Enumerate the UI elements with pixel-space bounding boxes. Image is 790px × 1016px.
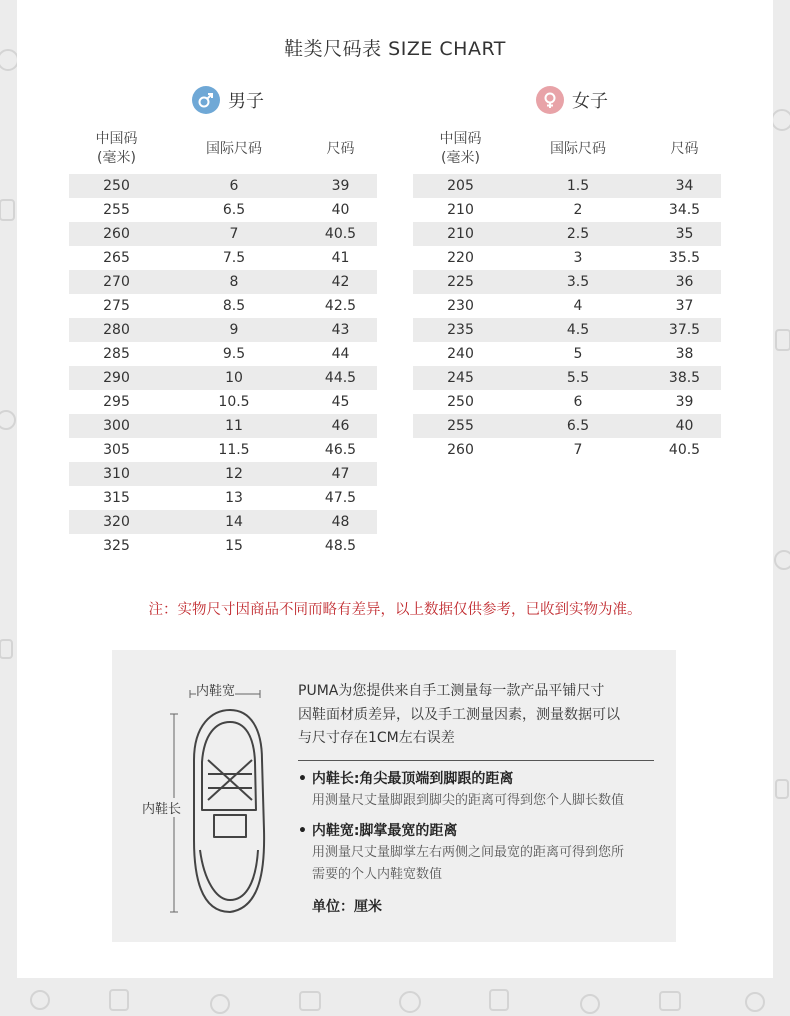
table-cell: 41 bbox=[331, 250, 350, 266]
table-cell: 40.5 bbox=[324, 226, 357, 242]
table-cell: 12 bbox=[225, 466, 243, 482]
table-cell: 310 bbox=[103, 466, 130, 482]
table-cell: 5 bbox=[573, 346, 583, 362]
table-cell: 37 bbox=[675, 298, 694, 314]
table-row bbox=[413, 222, 721, 246]
men-size-table bbox=[69, 124, 377, 558]
table-cell: 235 bbox=[447, 322, 474, 338]
table-cell: 280 bbox=[103, 322, 130, 338]
table-row bbox=[69, 294, 377, 318]
table-row bbox=[69, 270, 377, 294]
table-cell: 39 bbox=[331, 178, 350, 194]
inner-width-explanation: • 内鞋宽:脚掌最宽的距离 用测量尺丈量脚掌左右两侧之间最宽的距离可得到您所 需要的个人内鞋宽数值 bbox=[298, 823, 625, 882]
table-row bbox=[69, 342, 377, 366]
table-cell: 2.5 bbox=[566, 226, 590, 242]
table-cell: 44.5 bbox=[324, 370, 357, 386]
table-cell: 210 bbox=[447, 202, 474, 218]
table-cell: 10.5 bbox=[218, 394, 250, 410]
table-row bbox=[413, 438, 721, 462]
table-cell: 14 bbox=[225, 514, 243, 530]
female-symbol-icon bbox=[536, 86, 564, 114]
table-cell: 3 bbox=[573, 250, 583, 266]
table-row bbox=[69, 318, 377, 342]
men-section-header bbox=[192, 86, 264, 114]
table-cell: 9.5 bbox=[222, 346, 246, 362]
table-cell: 48 bbox=[331, 514, 350, 530]
table-cell: 2 bbox=[573, 202, 583, 218]
inner-length-label: 内鞋长 bbox=[142, 798, 181, 817]
header-intl-size: 国际尺码 bbox=[206, 140, 262, 157]
men-table-body bbox=[69, 174, 377, 558]
table-row bbox=[69, 366, 377, 390]
table-row bbox=[69, 198, 377, 222]
table-cell: 46 bbox=[331, 418, 350, 434]
table-cell: 260 bbox=[103, 226, 130, 242]
table-cell: 7 bbox=[229, 226, 239, 242]
table-cell: 6.5 bbox=[566, 418, 590, 434]
women-table-body bbox=[413, 174, 721, 462]
table-cell: 11 bbox=[225, 418, 243, 434]
table-cell: 40 bbox=[675, 418, 694, 434]
section-divider bbox=[298, 760, 654, 761]
table-row bbox=[69, 222, 377, 246]
table-row bbox=[413, 318, 721, 342]
table-cell: 37.5 bbox=[668, 322, 701, 338]
table-cell: 47 bbox=[331, 466, 350, 482]
size-chart-card bbox=[17, 0, 773, 978]
table-cell: 240 bbox=[447, 346, 474, 362]
table-cell: 285 bbox=[103, 346, 130, 362]
table-cell: 6 bbox=[229, 178, 239, 194]
table-row bbox=[69, 390, 377, 414]
inner-length-explanation: • 内鞋长:角尖最顶端到脚跟的距离 用测量尺丈量脚跟到脚尖的距离可得到您个人脚长数值 bbox=[298, 771, 625, 808]
table-row bbox=[413, 342, 721, 366]
table-cell: 1.5 bbox=[566, 178, 590, 194]
table-row bbox=[69, 174, 377, 198]
table-row bbox=[69, 246, 377, 270]
table-row bbox=[69, 510, 377, 534]
table-cell: 8 bbox=[229, 274, 239, 290]
table-cell: 39 bbox=[675, 394, 694, 410]
table-row bbox=[413, 198, 721, 222]
table-cell: 10 bbox=[225, 370, 243, 386]
table-cell: 43 bbox=[331, 322, 350, 338]
table-cell: 42 bbox=[331, 274, 350, 290]
header-size: 尺码 bbox=[326, 140, 355, 157]
table-cell: 36 bbox=[675, 274, 694, 290]
table-row bbox=[413, 270, 721, 294]
table-cell: 320 bbox=[103, 514, 130, 530]
table-cell: 275 bbox=[103, 298, 130, 314]
women-label: 女子 bbox=[572, 91, 608, 112]
men-table-header bbox=[69, 124, 377, 174]
table-cell: 38.5 bbox=[668, 370, 701, 386]
table-cell: 265 bbox=[103, 250, 130, 266]
table-cell: 4 bbox=[573, 298, 583, 314]
table-cell: 260 bbox=[447, 442, 474, 458]
table-cell: 38 bbox=[675, 346, 694, 362]
table-cell: 40 bbox=[331, 202, 350, 218]
table-row bbox=[413, 294, 721, 318]
table-cell: 42.5 bbox=[324, 298, 357, 314]
table-cell: 6 bbox=[573, 394, 583, 410]
table-cell: 46.5 bbox=[324, 442, 357, 458]
table-cell: 220 bbox=[447, 250, 474, 266]
table-cell: 13 bbox=[225, 490, 243, 506]
page-title: 鞋类尺码表 SIZE CHART bbox=[284, 38, 506, 60]
inner-width-label: 内鞋宽 bbox=[196, 680, 235, 699]
women-size-table bbox=[413, 124, 721, 462]
table-cell: 35.5 bbox=[668, 250, 701, 266]
table-cell: 15 bbox=[225, 538, 243, 554]
table-cell: 290 bbox=[103, 370, 130, 386]
table-cell: 210 bbox=[447, 226, 474, 242]
table-cell: 225 bbox=[447, 274, 474, 290]
table-cell: 11.5 bbox=[218, 442, 250, 458]
measurement-intro: PUMA为您提供来自手工测量每一款产品平铺尺寸 因鞋面材质差异，以及手工测量因素，测量数据可以 与尺寸存在1CM左右误差 bbox=[298, 683, 620, 746]
table-cell: 250 bbox=[103, 178, 130, 194]
header-china-size: 中国码 (毫米) bbox=[95, 131, 138, 166]
table-cell: 6.5 bbox=[222, 202, 246, 218]
women-table-header bbox=[413, 124, 721, 174]
table-cell: 295 bbox=[103, 394, 130, 410]
header-intl-size: 国际尺码 bbox=[550, 140, 606, 157]
disclaimer-note: 注：实物尺寸因商品不同而略有差异，以上数据仅供参考，已收到实物为准。 bbox=[148, 602, 642, 618]
women-section-header bbox=[536, 86, 608, 114]
table-cell: 250 bbox=[447, 394, 474, 410]
table-cell: 7 bbox=[573, 442, 583, 458]
table-cell: 300 bbox=[103, 418, 130, 434]
table-cell: 4.5 bbox=[566, 322, 590, 338]
table-cell: 230 bbox=[447, 298, 474, 314]
table-cell: 255 bbox=[103, 202, 130, 218]
table-cell: 34 bbox=[675, 178, 694, 194]
table-cell: 3.5 bbox=[566, 274, 590, 290]
table-cell: 5.5 bbox=[566, 370, 590, 386]
table-cell: 270 bbox=[103, 274, 130, 290]
table-row bbox=[413, 390, 721, 414]
table-cell: 40.5 bbox=[668, 442, 701, 458]
table-cell: 315 bbox=[103, 490, 130, 506]
table-cell: 44 bbox=[331, 346, 350, 362]
table-cell: 205 bbox=[447, 178, 474, 194]
table-row bbox=[69, 486, 377, 510]
table-cell: 45 bbox=[331, 394, 350, 410]
table-cell: 7.5 bbox=[222, 250, 246, 266]
measurement-info-box bbox=[112, 650, 676, 942]
unit-label: 单位：厘米 bbox=[312, 899, 382, 915]
table-row bbox=[413, 246, 721, 270]
table-cell: 48.5 bbox=[324, 538, 357, 554]
table-cell: 245 bbox=[447, 370, 474, 386]
male-symbol-icon bbox=[192, 86, 220, 114]
header-china-size: 中国码 (毫米) bbox=[439, 131, 482, 166]
table-cell: 34.5 bbox=[668, 202, 701, 218]
table-row bbox=[413, 414, 721, 438]
table-cell: 9 bbox=[229, 322, 239, 338]
table-row bbox=[69, 534, 377, 558]
table-row bbox=[69, 414, 377, 438]
table-cell: 8.5 bbox=[222, 298, 246, 314]
table-row bbox=[69, 438, 377, 462]
table-row bbox=[413, 366, 721, 390]
table-cell: 35 bbox=[675, 226, 694, 242]
table-row bbox=[69, 462, 377, 486]
table-cell: 255 bbox=[447, 418, 474, 434]
header-size: 尺码 bbox=[670, 140, 699, 157]
table-row bbox=[413, 174, 721, 198]
table-cell: 325 bbox=[103, 538, 130, 554]
table-cell: 305 bbox=[103, 442, 130, 458]
men-label: 男子 bbox=[228, 91, 264, 112]
table-cell: 47.5 bbox=[324, 490, 357, 506]
